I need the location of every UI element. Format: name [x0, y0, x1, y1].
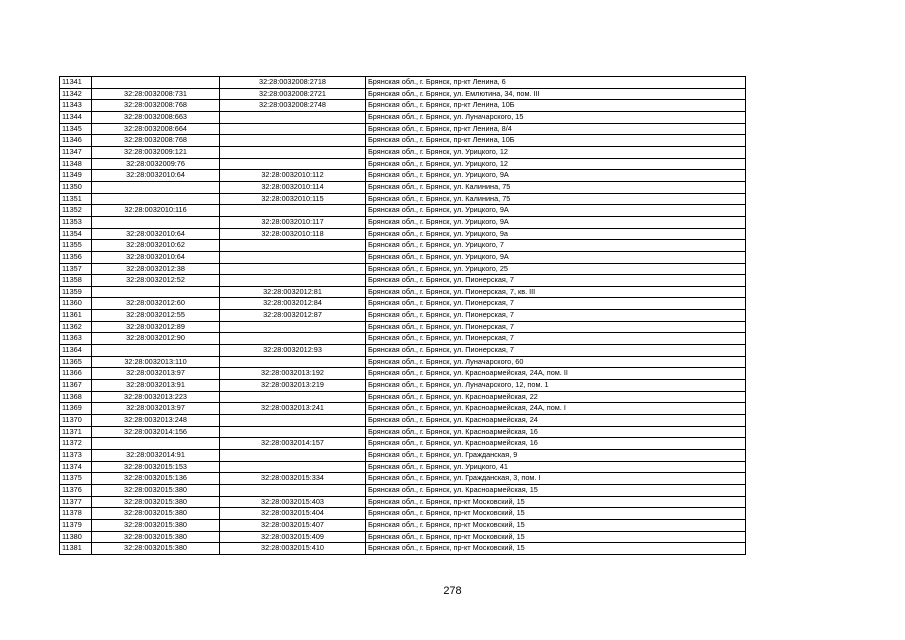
address-cell: Брянская обл., г. Брянск, ул. Калинина, 75 — [366, 181, 746, 193]
cadastral-number-cell: 32:28:0032010:64 — [92, 251, 220, 263]
room-cadastral-number-cell: 32:28:0032014:157 — [220, 438, 366, 450]
address-cell: Брянская обл., г. Брянск, ул. Урицкого, 9А — [366, 205, 746, 217]
address-cell: Брянская обл., г. Брянск, ул. Урицкого, 12 — [366, 158, 746, 170]
room-cadastral-number-cell: 32:28:0032013:241 — [220, 403, 366, 415]
row-number-cell: 11374 — [60, 461, 92, 473]
table-row — [60, 415, 746, 427]
address-cell: Брянская обл., г. Брянск, ул. Луначарского, 60 — [366, 356, 746, 368]
address-cell: Брянская обл., г. Брянск, пр-кт Московский, 15 — [366, 508, 746, 520]
room-cadastral-number-cell — [220, 158, 366, 170]
room-cadastral-number-cell — [220, 484, 366, 496]
row-number-cell: 11350 — [60, 181, 92, 193]
address-cell: Брянская обл., г. Брянск, ул. Пионерская, 7, кв. III — [366, 286, 746, 298]
cadastral-number-cell: 32:28:0032014:91 — [92, 450, 220, 462]
cadastral-number-cell: 32:28:0032008:768 — [92, 100, 220, 112]
cadastral-number-cell: 32:28:0032013:91 — [92, 380, 220, 392]
address-cell: Брянская обл., г. Брянск, ул. Урицкого, 9а — [366, 228, 746, 240]
row-number-cell: 11372 — [60, 438, 92, 450]
row-number-cell: 11356 — [60, 251, 92, 263]
address-cell: Брянская обл., г. Брянск, ул. Урицкого, 7 — [366, 240, 746, 252]
row-number-cell: 11369 — [60, 403, 92, 415]
room-cadastral-number-cell: 32:28:0032012:87 — [220, 310, 366, 322]
table-row — [60, 519, 746, 531]
address-cell: Брянская обл., г. Брянск, пр-кт Московский, 15 — [366, 496, 746, 508]
room-cadastral-number-cell: 32:28:0032008:2718 — [220, 77, 366, 89]
cadastral-number-cell — [92, 438, 220, 450]
room-cadastral-number-cell — [220, 275, 366, 287]
cadastral-number-cell: 32:28:0032013:223 — [92, 391, 220, 403]
address-cell: Брянская обл., г. Брянск, ул. Урицкого, 12 — [366, 146, 746, 158]
address-cell: Брянская обл., г. Брянск, ул. Пионерская, 7 — [366, 345, 746, 357]
cadastral-number-cell — [92, 286, 220, 298]
table-row — [60, 426, 746, 438]
cadastral-number-cell — [92, 345, 220, 357]
table-row — [60, 321, 746, 333]
table-row — [60, 228, 746, 240]
room-cadastral-number-cell — [220, 321, 366, 333]
cadastral-number-cell: 32:28:0032012:60 — [92, 298, 220, 310]
table-row — [60, 100, 746, 112]
cadastral-number-cell: 32:28:0032015:380 — [92, 543, 220, 555]
row-number-cell: 11341 — [60, 77, 92, 89]
address-cell: Брянская обл., г. Брянск, ул. Красноармейская, 24 — [366, 415, 746, 427]
row-number-cell: 11378 — [60, 508, 92, 520]
table-row — [60, 263, 746, 275]
room-cadastral-number-cell — [220, 333, 366, 345]
address-cell: Брянская обл., г. Брянск, пр-кт Ленина, 6 — [366, 77, 746, 89]
table-row — [60, 111, 746, 123]
address-cell: Брянская обл., г. Брянск, ул. Луначарского, 15 — [366, 111, 746, 123]
table-row — [60, 345, 746, 357]
cadastral-number-cell: 32:28:0032014:156 — [92, 426, 220, 438]
row-number-cell: 11347 — [60, 146, 92, 158]
address-cell: Брянская обл., г. Брянск, ул. Калинина, 75 — [366, 193, 746, 205]
row-number-cell: 11360 — [60, 298, 92, 310]
cadastral-number-cell: 32:28:0032015:380 — [92, 496, 220, 508]
cadastral-number-cell: 32:28:0032010:64 — [92, 170, 220, 182]
row-number-cell: 11353 — [60, 216, 92, 228]
row-number-cell: 11359 — [60, 286, 92, 298]
row-number-cell: 11358 — [60, 275, 92, 287]
cadastral-number-cell: 32:28:0032015:380 — [92, 484, 220, 496]
table-row — [60, 333, 746, 345]
address-cell: Брянская обл., г. Брянск, ул. Красноармейская, 22 — [366, 391, 746, 403]
row-number-cell: 11348 — [60, 158, 92, 170]
address-cell: Брянская обл., г. Брянск, ул. Луначарского, 12, пом. 1 — [366, 380, 746, 392]
room-cadastral-number-cell — [220, 251, 366, 263]
row-number-cell: 11344 — [60, 111, 92, 123]
cadastral-number-cell: 32:28:0032009:76 — [92, 158, 220, 170]
room-cadastral-number-cell: 32:28:0032015:409 — [220, 531, 366, 543]
address-cell: Брянская обл., г. Брянск, ул. Емлютина, 34, пом. III — [366, 88, 746, 100]
table-row — [60, 473, 746, 485]
cadastral-number-cell: 32:28:0032013:97 — [92, 368, 220, 380]
address-cell: Брянская обл., г. Брянск, ул. Пионерская, 7 — [366, 275, 746, 287]
row-number-cell: 11354 — [60, 228, 92, 240]
room-cadastral-number-cell: 32:28:0032010:118 — [220, 228, 366, 240]
table-row — [60, 543, 746, 555]
table-row — [60, 158, 746, 170]
cadastral-number-cell: 32:28:0032010:62 — [92, 240, 220, 252]
cadastral-number-cell: 32:28:0032012:90 — [92, 333, 220, 345]
room-cadastral-number-cell: 32:28:0032012:84 — [220, 298, 366, 310]
cadastral-number-cell: 32:28:0032009:121 — [92, 146, 220, 158]
table-row — [60, 508, 746, 520]
address-cell: Брянская обл., г. Брянск, ул. Красноармейская, 24А, пом. I — [366, 403, 746, 415]
row-number-cell: 11363 — [60, 333, 92, 345]
table-row — [60, 496, 746, 508]
page-number: 278 — [443, 585, 462, 597]
row-number-cell: 11364 — [60, 345, 92, 357]
table-row — [60, 450, 746, 462]
address-cell: Брянская обл., г. Брянск, ул. Пионерская, 7 — [366, 333, 746, 345]
room-cadastral-number-cell — [220, 461, 366, 473]
room-cadastral-number-cell: 32:28:0032010:115 — [220, 193, 366, 205]
room-cadastral-number-cell — [220, 391, 366, 403]
address-cell: Брянская обл., г. Брянск, ул. Урицкого, 9А — [366, 216, 746, 228]
table-body — [60, 77, 746, 555]
room-cadastral-number-cell — [220, 415, 366, 427]
row-number-cell: 11367 — [60, 380, 92, 392]
cadastral-number-cell: 32:28:0032012:52 — [92, 275, 220, 287]
table-row — [60, 484, 746, 496]
row-number-cell: 11357 — [60, 263, 92, 275]
table-row — [60, 135, 746, 147]
table-row — [60, 298, 746, 310]
cadastral-number-cell: 32:28:0032015:136 — [92, 473, 220, 485]
address-cell: Брянская обл., г. Брянск, ул. Урицкого, 9А — [366, 170, 746, 182]
table-row — [60, 438, 746, 450]
table-row — [60, 216, 746, 228]
row-number-cell: 11373 — [60, 450, 92, 462]
cadastral-number-cell: 32:28:0032010:116 — [92, 205, 220, 217]
cadastral-table — [59, 76, 746, 555]
room-cadastral-number-cell: 32:28:0032013:219 — [220, 380, 366, 392]
table-row — [60, 170, 746, 182]
room-cadastral-number-cell — [220, 450, 366, 462]
row-number-cell: 11371 — [60, 426, 92, 438]
address-cell: Брянская обл., г. Брянск, пр-кт Ленина, 10Б — [366, 100, 746, 112]
table-row — [60, 531, 746, 543]
room-cadastral-number-cell: 32:28:0032015:410 — [220, 543, 366, 555]
table-row — [60, 403, 746, 415]
row-number-cell: 11365 — [60, 356, 92, 368]
address-cell: Брянская обл., г. Брянск, ул. Красноармейская, 16 — [366, 438, 746, 450]
table-row — [60, 391, 746, 403]
row-number-cell: 11379 — [60, 519, 92, 531]
row-number-cell: 11370 — [60, 415, 92, 427]
row-number-cell: 11381 — [60, 543, 92, 555]
address-cell: Брянская обл., г. Брянск, ул. Урицкого, 9А — [366, 251, 746, 263]
room-cadastral-number-cell: 32:28:0032010:112 — [220, 170, 366, 182]
address-cell: Брянская обл., г. Брянск, ул. Пионерская, 7 — [366, 310, 746, 322]
room-cadastral-number-cell: 32:28:0032012:81 — [220, 286, 366, 298]
row-number-cell: 11345 — [60, 123, 92, 135]
room-cadastral-number-cell — [220, 426, 366, 438]
room-cadastral-number-cell: 32:28:0032015:403 — [220, 496, 366, 508]
table-row — [60, 181, 746, 193]
address-cell: Брянская обл., г. Брянск, ул. Красноармейская, 24А, пом. II — [366, 368, 746, 380]
room-cadastral-number-cell: 32:28:0032008:2748 — [220, 100, 366, 112]
row-number-cell: 11377 — [60, 496, 92, 508]
table-row — [60, 205, 746, 217]
row-number-cell: 11346 — [60, 135, 92, 147]
room-cadastral-number-cell — [220, 111, 366, 123]
room-cadastral-number-cell — [220, 356, 366, 368]
table-row — [60, 286, 746, 298]
cadastral-number-cell: 32:28:0032013:110 — [92, 356, 220, 368]
cadastral-number-cell: 32:28:0032012:38 — [92, 263, 220, 275]
room-cadastral-number-cell — [220, 123, 366, 135]
cadastral-number-cell: 32:28:0032012:55 — [92, 310, 220, 322]
address-cell: Брянская обл., г. Брянск, ул. Урицкого, 41 — [366, 461, 746, 473]
address-cell: Брянская обл., г. Брянск, ул. Красноармейская, 15 — [366, 484, 746, 496]
table-row — [60, 77, 746, 89]
room-cadastral-number-cell: 32:28:0032013:192 — [220, 368, 366, 380]
row-number-cell: 11352 — [60, 205, 92, 217]
row-number-cell: 11376 — [60, 484, 92, 496]
table-row — [60, 146, 746, 158]
row-number-cell: 11368 — [60, 391, 92, 403]
cadastral-number-cell: 32:28:0032015:153 — [92, 461, 220, 473]
table-row — [60, 356, 746, 368]
address-cell: Брянская обл., г. Брянск, пр-кт Ленина, 10Б — [366, 135, 746, 147]
table-row — [60, 310, 746, 322]
table-row — [60, 240, 746, 252]
address-cell: Брянская обл., г. Брянск, ул. Красноармейская, 16 — [366, 426, 746, 438]
cadastral-number-cell — [92, 77, 220, 89]
cadastral-number-cell — [92, 181, 220, 193]
address-cell: Брянская обл., г. Брянск, пр-кт Московский, 15 — [366, 543, 746, 555]
cadastral-number-cell — [92, 216, 220, 228]
cadastral-number-cell: 32:28:0032015:380 — [92, 519, 220, 531]
address-cell: Брянская обл., г. Брянск, ул. Пионерская, 7 — [366, 321, 746, 333]
room-cadastral-number-cell: 32:28:0032015:404 — [220, 508, 366, 520]
address-cell: Брянская обл., г. Брянск, пр-кт Московский, 15 — [366, 519, 746, 531]
address-cell: Брянская обл., г. Брянск, ул. Пионерская, 7 — [366, 298, 746, 310]
row-number-cell: 11361 — [60, 310, 92, 322]
row-number-cell: 11343 — [60, 100, 92, 112]
room-cadastral-number-cell: 32:28:0032015:334 — [220, 473, 366, 485]
address-cell: Брянская обл., г. Брянск, пр-кт Ленина, 8/4 — [366, 123, 746, 135]
table-row — [60, 380, 746, 392]
table-row — [60, 251, 746, 263]
room-cadastral-number-cell: 32:28:0032008:2721 — [220, 88, 366, 100]
room-cadastral-number-cell — [220, 135, 366, 147]
table-row — [60, 461, 746, 473]
cadastral-number-cell: 32:28:0032008:768 — [92, 135, 220, 147]
cadastral-number-cell: 32:28:0032013:248 — [92, 415, 220, 427]
room-cadastral-number-cell: 32:28:0032012:93 — [220, 345, 366, 357]
room-cadastral-number-cell — [220, 240, 366, 252]
row-number-cell: 11362 — [60, 321, 92, 333]
room-cadastral-number-cell: 32:28:0032015:407 — [220, 519, 366, 531]
cadastral-number-cell: 32:28:0032008:664 — [92, 123, 220, 135]
row-number-cell: 11351 — [60, 193, 92, 205]
table-row — [60, 275, 746, 287]
cadastral-number-cell: 32:28:0032008:663 — [92, 111, 220, 123]
table-row — [60, 123, 746, 135]
row-number-cell: 11366 — [60, 368, 92, 380]
row-number-cell: 11342 — [60, 88, 92, 100]
room-cadastral-number-cell — [220, 205, 366, 217]
row-number-cell: 11375 — [60, 473, 92, 485]
row-number-cell: 11349 — [60, 170, 92, 182]
cadastral-number-cell: 32:28:0032015:380 — [92, 531, 220, 543]
room-cadastral-number-cell — [220, 146, 366, 158]
row-number-cell: 11380 — [60, 531, 92, 543]
address-cell: Брянская обл., г. Брянск, пр-кт Московский, 15 — [366, 531, 746, 543]
address-cell: Брянская обл., г. Брянск, ул. Гражданская, 9 — [366, 450, 746, 462]
cadastral-number-cell — [92, 193, 220, 205]
room-cadastral-number-cell: 32:28:0032010:117 — [220, 216, 366, 228]
table-row — [60, 368, 746, 380]
cadastral-number-cell: 32:28:0032015:380 — [92, 508, 220, 520]
cadastral-number-cell: 32:28:0032012:89 — [92, 321, 220, 333]
table-row — [60, 88, 746, 100]
row-number-cell: 11355 — [60, 240, 92, 252]
address-cell: Брянская обл., г. Брянск, ул. Гражданская, 3, пом. I — [366, 473, 746, 485]
table-row — [60, 193, 746, 205]
address-cell: Брянская обл., г. Брянск, ул. Урицкого, 25 — [366, 263, 746, 275]
cadastral-number-cell: 32:28:0032010:64 — [92, 228, 220, 240]
room-cadastral-number-cell: 32:28:0032010:114 — [220, 181, 366, 193]
room-cadastral-number-cell — [220, 263, 366, 275]
cadastral-number-cell: 32:28:0032013:97 — [92, 403, 220, 415]
cadastral-number-cell: 32:28:0032008:731 — [92, 88, 220, 100]
